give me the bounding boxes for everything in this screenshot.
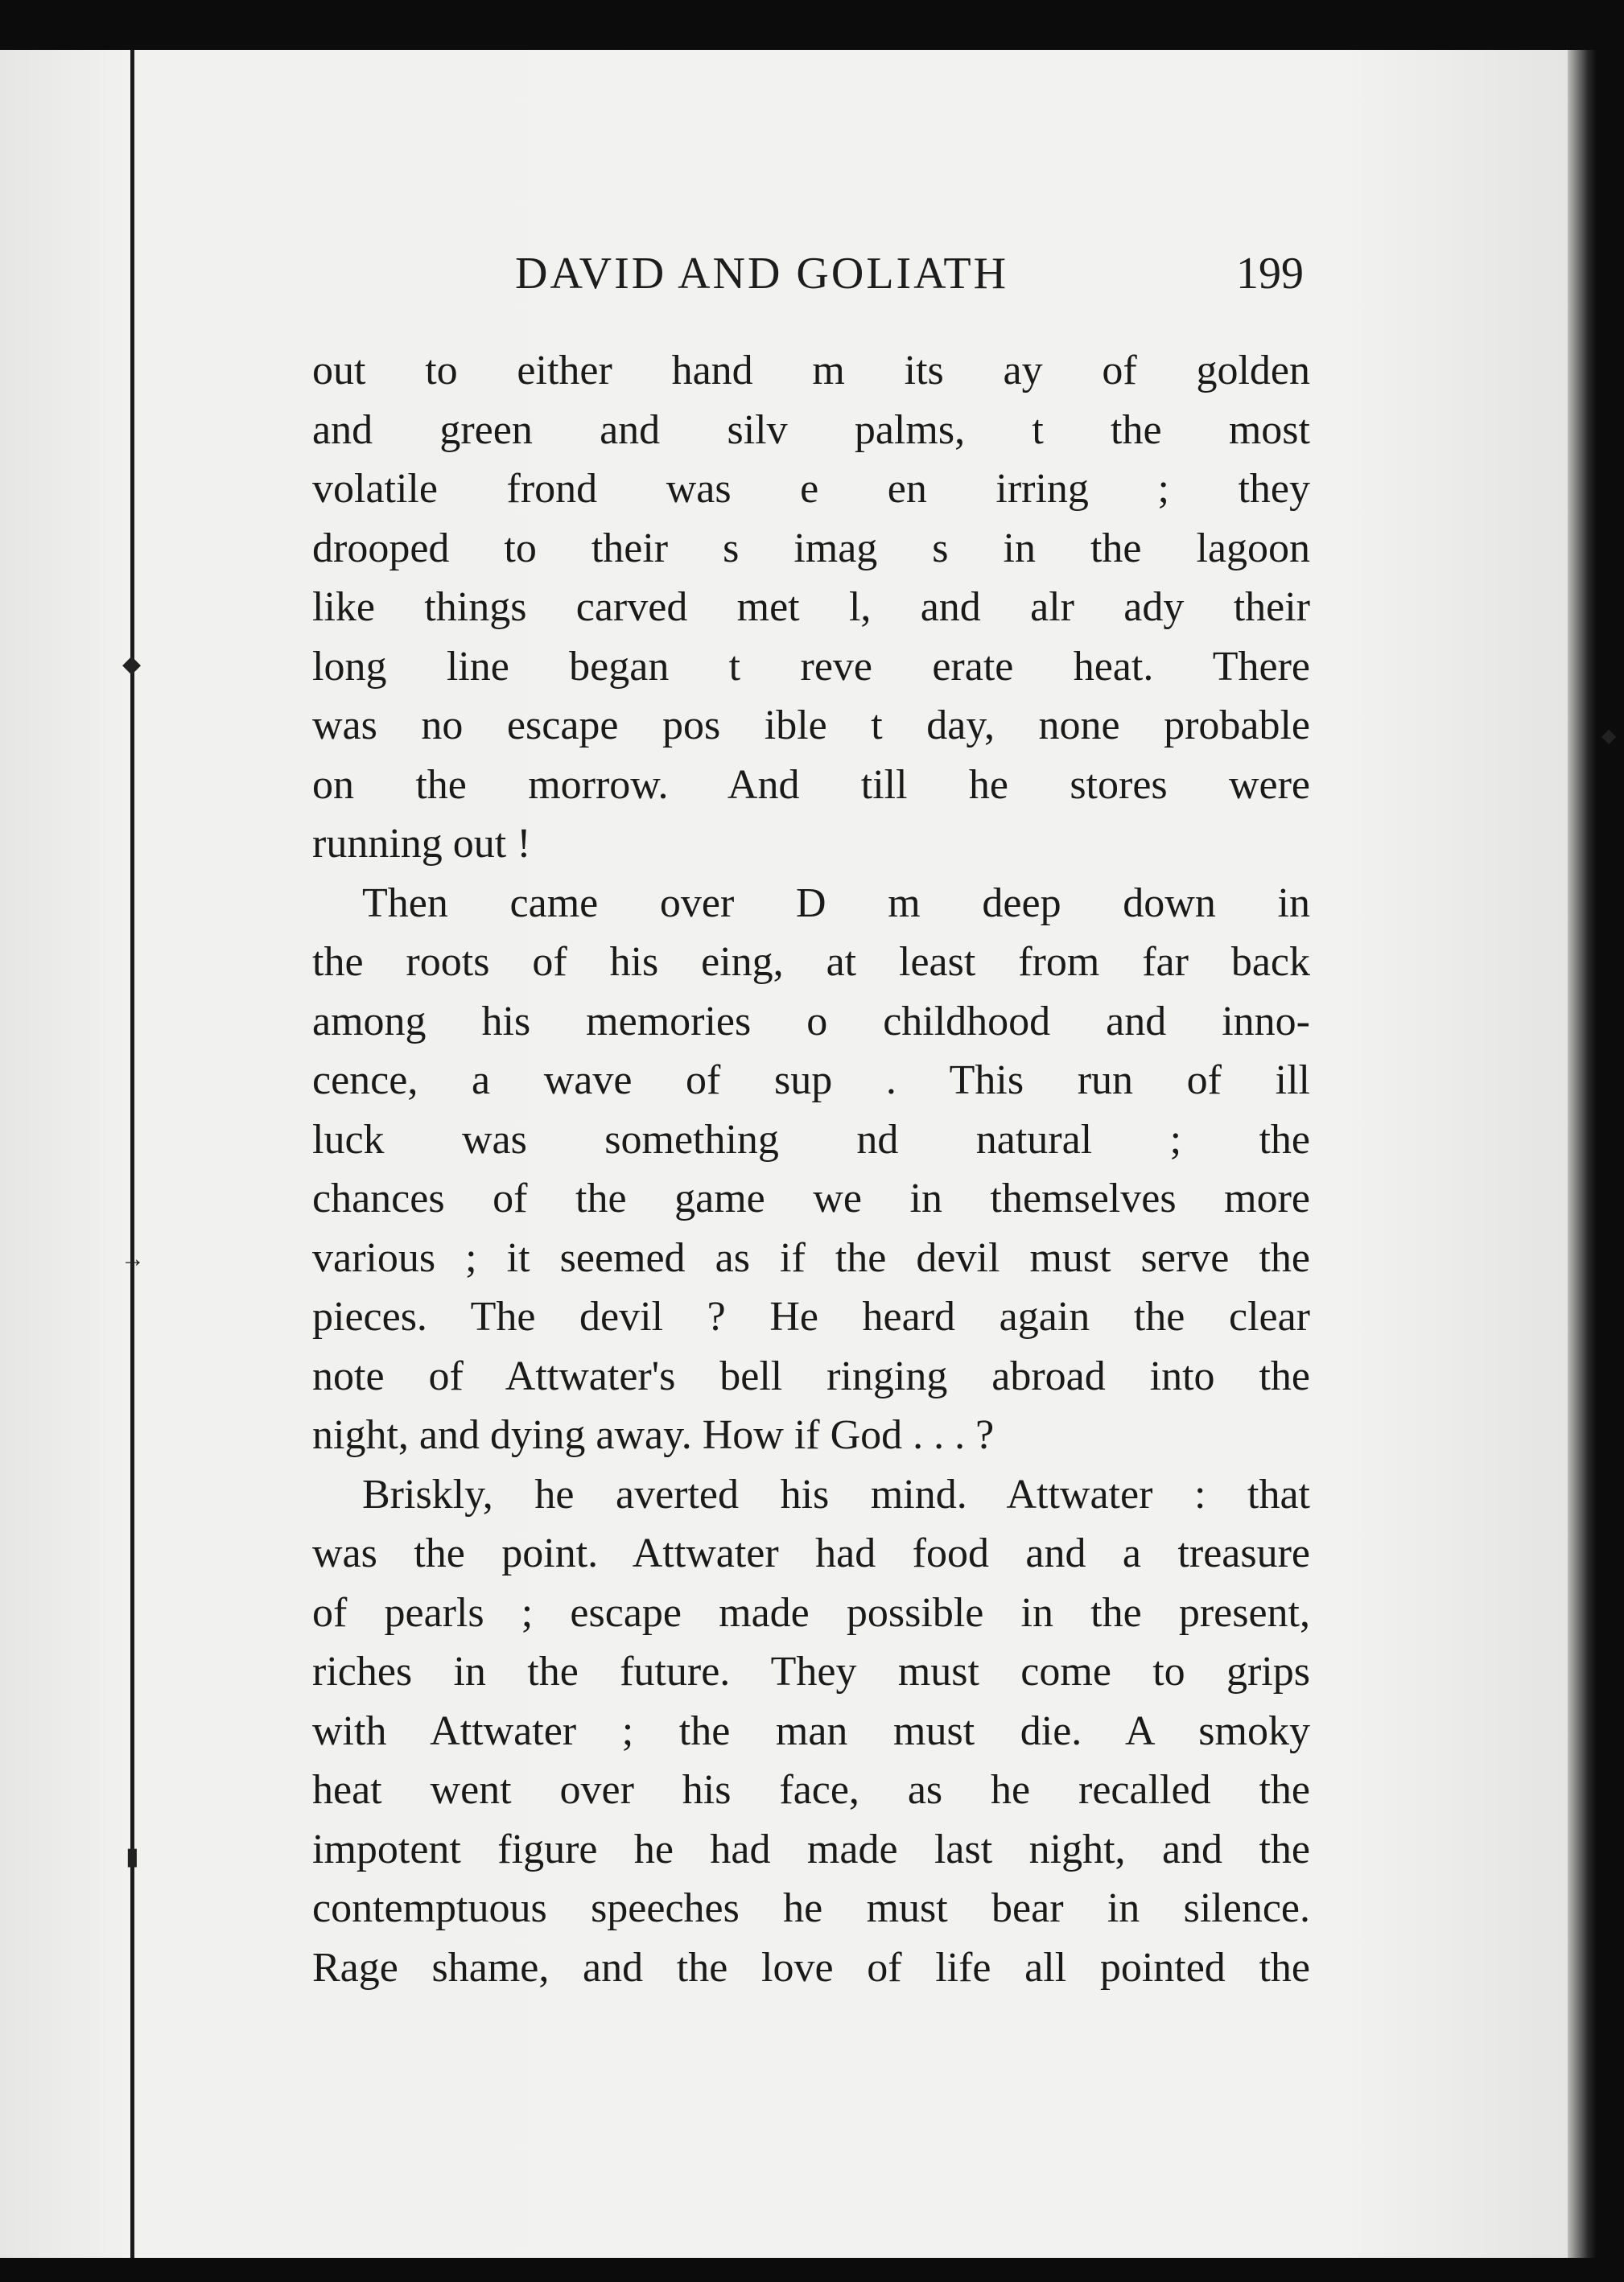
text-line: long line began t reve erate heat. There [312,643,1310,690]
text-line: was no escape pos ible t day, none probable [312,702,1310,748]
text-line: chances of the game we in themselves more [312,1176,1310,1221]
text-line: running out ! [312,821,531,867]
text-line: contemptuous speeches he must bear in silence. [312,1885,1310,1931]
text-line: the roots of his eing, at least from far back [312,939,1310,985]
text-line: out to either hand m its ay of golden [312,348,1310,393]
margin-mark: → [121,1246,145,1272]
text-line: and green and silv palms, t the most [312,406,1310,453]
text-line: various ; it seemed as if the devil must serve the [312,1234,1310,1281]
text-line: among his memories o childhood and inno- [312,998,1310,1044]
margin-mark: ▮ [126,1843,139,1870]
text-line: like things carved met l, and alr ady their [312,584,1310,630]
text-line: with Attwater ; the man must die. A smoky [312,1707,1310,1754]
text-line: Briskly, he averted his mind. Attwater : that [362,1471,1310,1518]
page-right-edge-shadow [1568,50,1597,2261]
text-line: cence, a wave of sup . This run of ill [312,1057,1310,1103]
page-gutter-line [130,50,134,2261]
text-line: pieces. The devil ? He heard again the clear [312,1294,1310,1340]
text-line: riches in the future. They must come to grips [312,1649,1310,1695]
margin-mark: ◆ [122,651,142,678]
text-line: Rage shame, and the love of life all pointed the [312,1944,1310,1991]
running-title: DAVID AND GOLIATH [515,249,1009,299]
text-line: Then came over D m deep down in [362,879,1310,926]
margin-mark: ◆ [1601,726,1617,747]
text-line: luck was something nd natural ; the [312,1116,1310,1163]
scan-bottom-border [0,2258,1624,2282]
text-line: volatile frond was e en irring ; they [312,466,1310,512]
text-line: was the point. Attwater had food and a treasure [312,1530,1310,1576]
text-line: on the morrow. And till he stores were [312,761,1310,808]
text-line: note of Attwater's bell ringing abroad into the [312,1353,1310,1399]
text-line: impotent figure he had made last night, and the [312,1826,1310,1872]
text-line: heat went over his face, as he recalled the [312,1767,1310,1813]
page-number: 199 [1236,249,1304,299]
text-line: night, and dying away. How if God . . . ? [312,1412,995,1458]
body-text [312,341,1310,1997]
running-head [515,248,1304,312]
text-line: of pearls ; escape made possible in the present, [312,1589,1310,1636]
text-line: drooped to their s imag s in the lagoon [312,525,1310,571]
